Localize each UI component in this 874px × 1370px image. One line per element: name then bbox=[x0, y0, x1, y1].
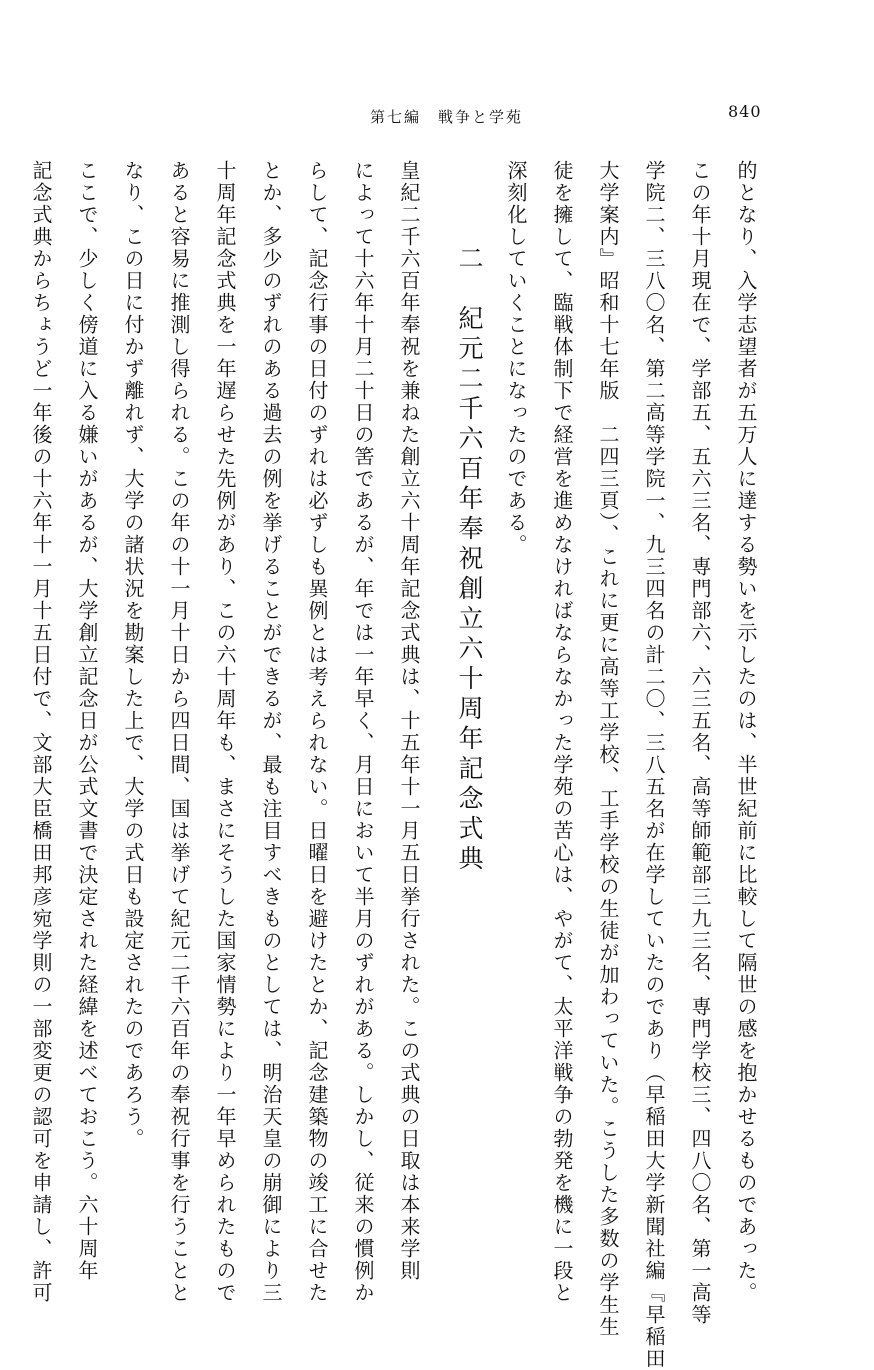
text-line: 大学案内』昭和十七年版 二四三頁）、これに更に高等工学校、工手学校の生徒が加わっていた。こうした多数の学生生 bbox=[596, 160, 620, 1338]
text-line: によって十六年十月二十日の筈であるが、年では一年早く、月日において半月のずれがある。しかし、従来の慣例か bbox=[351, 160, 375, 1304]
text-line: ここで、少しく傍道に入る嫌いがあるが、大学創立記念日が公式文書で決定された経緯を述べておこう。六十周年 bbox=[75, 160, 99, 1282]
text-line: 記念式典からちょうど一年後の十六年十一月十五日付で、文部大臣橋田邦彦宛学則の一部変更の認可を申請し、許可 bbox=[29, 160, 53, 1304]
text-line: 十周年記念式典を一年遅らせた先例があり、この六十周年も、まさにそうした国家情勢により一年早められたもので bbox=[213, 160, 237, 1304]
text-line: 学院二、三八〇名、第二高等学院一、九三四名の計二〇、三八五名が在学していたのであり（早稲田大学新聞社編『早稲田 bbox=[642, 160, 666, 1370]
section-heading: 二 紀元二千六百年奉祝創立六十周年記念式典 bbox=[455, 245, 484, 875]
text-line: 徒を擁して、臨戦体制下で経営を進めなければならなかった学苑の苦心は、やがて、太平洋戦争の勃発を機に一段と bbox=[550, 160, 574, 1304]
section-body-text bbox=[29, 160, 432, 1304]
text-line: 皇紀二千六百年奉祝を兼ねた創立六十周年記念式典は、十五年十一月五日挙行された。この式典の日取は本来学則 bbox=[397, 160, 421, 1282]
text-line: この年十月現在で、学部五、五六三名、専門部六、六三五名、高等師範部三九三名、専門学校三、四八〇名、第一高等 bbox=[688, 160, 712, 1326]
page-number: 840 bbox=[728, 102, 762, 121]
text-line: らして、記念行事の日付のずれは必ずしも異例とは考えられない。日曜日を避けたとか、記念建築物の竣工に合せた bbox=[305, 160, 329, 1304]
top-section-text bbox=[504, 160, 769, 1370]
text-line: なり、この日に付かず離れず、大学の諸状況を勘案した上で、大学の式日も設定されたのであろう。 bbox=[121, 160, 145, 1150]
running-title: 第七編 戦争と学苑 bbox=[370, 108, 524, 126]
text-line: 的となり、入学志望者が五万人に達する勢いを示したのは、半世紀前に比較して隔世の感を抱かせるものであった。 bbox=[734, 160, 758, 1304]
text-line: あると容易に推測し得られる。この年の十一月十日から四日間、国は挙げて紀元二千六百年の奉祝行事を行うことと bbox=[167, 160, 191, 1304]
text-line: とか、多少のずれのある過去の例を挙げることができるが、最も注目すべきものとしては、明治天皇の崩御により三 bbox=[259, 160, 283, 1304]
text-line: 深刻化していくことになったのである。 bbox=[504, 160, 528, 556]
